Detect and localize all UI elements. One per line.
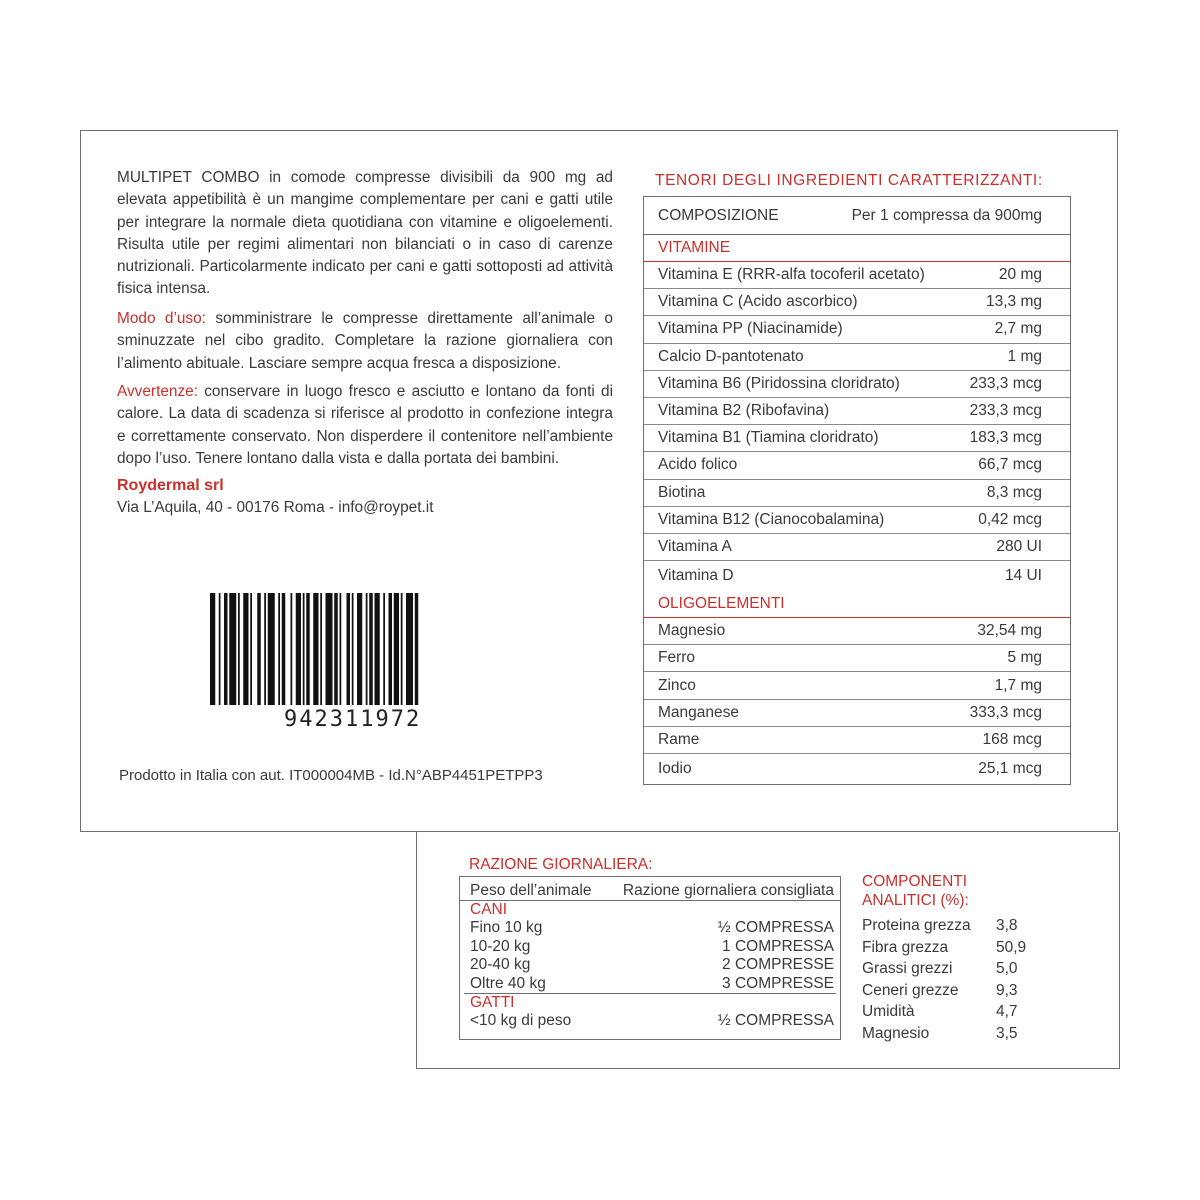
ingredient-value: 233,3 mcg bbox=[969, 374, 1042, 392]
vitamine-rows bbox=[644, 262, 1070, 591]
barcode-bar bbox=[334, 593, 338, 705]
vitamin-row bbox=[644, 425, 1070, 452]
barcode-bar bbox=[291, 593, 293, 705]
dog-dose-row bbox=[460, 956, 840, 975]
barcode-bar bbox=[340, 593, 342, 705]
vitamin-row bbox=[644, 452, 1070, 479]
barcode-bar bbox=[264, 593, 266, 705]
componenti-title-line1: COMPONENTI bbox=[862, 873, 968, 890]
animal-weight: Oltre 40 kg bbox=[470, 974, 546, 992]
ingredient-name: Vitamina B2 (Ribofavina) bbox=[658, 402, 830, 420]
ingredient-name: Iodio bbox=[658, 760, 692, 777]
vitamin-row bbox=[644, 507, 1070, 534]
vitamin-row bbox=[644, 480, 1070, 507]
ingredients-head-right: Per 1 compressa da 900mg bbox=[851, 206, 1042, 224]
barcode-number: 942311972 bbox=[284, 707, 422, 732]
ingredients-head-left: COMPOSIZIONE bbox=[658, 206, 779, 224]
component-name: Proteina grezza bbox=[862, 917, 971, 934]
daily-dose: 2 COMPRESSE bbox=[722, 956, 834, 973]
vitamin-row bbox=[644, 398, 1070, 425]
barcode-graphic bbox=[210, 593, 436, 705]
analytic-component-row bbox=[862, 980, 1026, 1002]
barcode-bar bbox=[406, 593, 413, 705]
component-value: 3,5 bbox=[996, 1024, 1018, 1042]
vitamin-row bbox=[644, 371, 1070, 398]
animal-weight: Fino 10 kg bbox=[470, 919, 543, 936]
component-value: 4,7 bbox=[996, 1003, 1018, 1021]
component-name: Fibra grezza bbox=[862, 938, 949, 956]
ingredient-name: Vitamina E (RRR-alfa tocoferil acetato) bbox=[658, 266, 925, 284]
barcode-bar bbox=[366, 593, 368, 705]
barcode-bar bbox=[357, 593, 362, 705]
ingredient-value: 168 mcg bbox=[982, 730, 1042, 748]
razione-table bbox=[459, 876, 841, 1040]
vitamin-row bbox=[644, 262, 1070, 289]
warning-label: Avvertenze: bbox=[117, 383, 198, 400]
animal-weight: 20-40 kg bbox=[470, 956, 531, 973]
barcode-bar bbox=[210, 593, 215, 705]
ingredient-name: Magnesio bbox=[658, 622, 726, 640]
daily-dose: 1 COMPRESSA bbox=[722, 937, 834, 955]
ingredient-name: Vitamina C (Acido ascorbico) bbox=[658, 293, 858, 311]
razione-header bbox=[460, 877, 840, 901]
barcode-bar bbox=[219, 593, 221, 705]
ingredient-value: 2,7 mg bbox=[994, 320, 1042, 338]
barcode-bar bbox=[243, 593, 248, 705]
made-in-italy-note: Prodotto in Italia con aut. IT000004MB - Id.N°ABP4451PETPP3 bbox=[119, 767, 543, 784]
oligoelement-row bbox=[644, 618, 1070, 645]
barcode-bar bbox=[224, 593, 228, 705]
barcode-bar bbox=[238, 593, 240, 705]
vitamin-row bbox=[644, 316, 1070, 343]
component-value: 5,0 bbox=[996, 960, 1018, 978]
ingredient-value: 66,7 mcg bbox=[978, 456, 1042, 474]
vitamin-row bbox=[644, 534, 1070, 561]
ingredient-name: Calcio D-pantotenato bbox=[658, 347, 804, 365]
razione-cani-rows bbox=[460, 919, 840, 993]
barcode-bar bbox=[282, 593, 286, 705]
ingredients-header bbox=[644, 197, 1070, 235]
dog-dose-row bbox=[460, 919, 840, 938]
ingredient-name: Vitamina B1 (Tiamina cloridrato) bbox=[658, 429, 879, 447]
component-name: Umidità bbox=[862, 1003, 915, 1021]
componenti-title-line2: ANALITICI (%): bbox=[862, 892, 969, 909]
warning-text: conservare in luogo fresco e asciutto e lontano da fonti di calore. La data di scadenza si riferisce al prodotto in confezione integra e correttamente conservato. Non disperdere il contenitore nell’ambiente dopo l’uso. Tenere lontano dalla vista e dalla portata dei bambini. bbox=[117, 383, 613, 467]
barcode-bar bbox=[257, 593, 261, 705]
animal-weight: 10-20 kg bbox=[470, 937, 531, 955]
ingredient-name: Biotina bbox=[658, 483, 706, 501]
analytic-component-row bbox=[862, 958, 1026, 980]
barcode-bar bbox=[352, 593, 354, 705]
ingredient-name: Vitamina A bbox=[658, 537, 732, 555]
ingredient-name: Vitamina D bbox=[658, 567, 734, 585]
barcode-bar bbox=[296, 593, 301, 705]
ingredient-name: Vitamina B6 (Piridossina cloridrato) bbox=[658, 374, 900, 392]
usage-label: Modo d’uso: bbox=[117, 310, 206, 327]
vitamin-row bbox=[644, 344, 1070, 371]
barcode-bar bbox=[369, 593, 373, 705]
barcode-bar bbox=[394, 593, 399, 705]
barcode-bar bbox=[306, 593, 310, 705]
ingredient-value: 280 UI bbox=[996, 537, 1042, 555]
barcode-bar bbox=[401, 593, 403, 705]
ingredient-name: Ferro bbox=[658, 649, 696, 667]
brand-name: Roydermal srl bbox=[117, 477, 224, 494]
oligoelement-row bbox=[644, 727, 1070, 754]
component-value: 50,9 bbox=[996, 938, 1027, 956]
barcode-bar bbox=[229, 593, 236, 705]
ingredient-name: Manganese bbox=[658, 703, 740, 721]
ingredient-value: 13,3 mg bbox=[985, 293, 1042, 311]
barcode-bar bbox=[383, 593, 385, 705]
ingredient-value: 32,54 mg bbox=[977, 622, 1042, 640]
oligoelement-row bbox=[644, 645, 1070, 672]
barcode-bar bbox=[250, 593, 252, 705]
razione-cani-label: CANI bbox=[470, 901, 508, 918]
razione-gatti-rows bbox=[460, 1012, 840, 1031]
usage-text: somministrare le compresse direttamente all’animale o sminuzzate nel cibo gradito. Completare la razione giornaliera con l’alimento abituale. Lasciare sempre acqua fresca a disposizione. bbox=[117, 310, 613, 372]
oligoelement-row bbox=[644, 754, 1070, 784]
ingredient-value: 5 mg bbox=[1007, 649, 1042, 667]
barcode-bar bbox=[320, 593, 322, 705]
daily-dose: 3 COMPRESSE bbox=[722, 974, 834, 992]
warning-paragraph bbox=[117, 381, 613, 470]
daily-dose: ½ COMPRESSA bbox=[717, 919, 834, 936]
animal-weight: <10 kg di peso bbox=[470, 1012, 572, 1029]
usage-paragraph bbox=[117, 308, 613, 375]
barcode-bar bbox=[347, 593, 351, 705]
ingredient-name: Vitamina PP (Niacinamide) bbox=[658, 320, 843, 338]
ingredient-name: Rame bbox=[658, 730, 700, 748]
vitamin-row bbox=[644, 289, 1070, 316]
dog-dose-row bbox=[460, 938, 840, 957]
barcode-bar bbox=[389, 593, 393, 705]
barcode-bar bbox=[415, 593, 419, 705]
ingredient-value: 0,42 mcg bbox=[978, 510, 1042, 528]
analytic-component-row bbox=[862, 915, 1026, 937]
oligoelement-row bbox=[644, 672, 1070, 699]
ingredients-title: TENORI DEGLI INGREDIENTI CARATTERIZZANTI: bbox=[655, 172, 1043, 189]
brand-address: Via L’Aquila, 40 - 00176 Roma - info@roypet.it bbox=[117, 499, 434, 516]
ingredient-value: 183,3 mcg bbox=[969, 429, 1042, 447]
ingredients-table bbox=[643, 196, 1071, 785]
ingredient-value: 1,7 mg bbox=[994, 676, 1042, 694]
component-name: Ceneri grezze bbox=[862, 981, 959, 999]
razione-head-left: Peso dell’animale bbox=[470, 882, 592, 899]
component-value: 3,8 bbox=[996, 917, 1018, 934]
barcode-bar bbox=[313, 593, 318, 705]
ingredient-value: 14 UI bbox=[1004, 567, 1042, 585]
barcode-bar bbox=[375, 593, 380, 705]
ingredient-value: 8,3 mcg bbox=[986, 483, 1042, 501]
component-name: Grassi grezzi bbox=[862, 960, 953, 978]
product-intro: MULTIPET COMBO in comode compresse divisibili da 900 mg ad elevata appetibilità è un mangime complementare per cani e gatti utile per integrare la normale dieta quotidiana con vitamine e oligoelementi. Risulta utile per regimi alimentari non bilanciati o in caso di carenze nutrizionali. Particolarmente indicato per cani e gatti sottoposti ad attività fisica intensa. bbox=[117, 169, 613, 298]
vitamin-row bbox=[644, 561, 1070, 591]
razione-gatti-label: GATTI bbox=[470, 994, 515, 1011]
componenti-list bbox=[862, 915, 1026, 1045]
componenti-title bbox=[862, 872, 969, 910]
razione-title: RAZIONE GIORNALIERA: bbox=[469, 856, 653, 873]
barcode-bar bbox=[268, 593, 275, 705]
section-vitamine: VITAMINE bbox=[644, 235, 1070, 262]
ingredient-value: 25,1 mcg bbox=[978, 760, 1042, 777]
razione-head-right: Razione giornaliera consigliata bbox=[622, 882, 834, 899]
component-name: Magnesio bbox=[862, 1024, 930, 1042]
analytic-component-row bbox=[862, 937, 1026, 959]
barcode-bar bbox=[326, 593, 333, 705]
ingredient-value: 333,3 mcg bbox=[969, 703, 1042, 721]
ingredient-name: Acido folico bbox=[658, 456, 738, 474]
oligoelementi-rows bbox=[644, 618, 1070, 784]
analytic-component-row bbox=[862, 1001, 1026, 1023]
analytic-component-row bbox=[862, 1023, 1026, 1045]
cat-dose-row bbox=[460, 1012, 840, 1031]
ingredient-name: Vitamina B12 (Cianocobalamina) bbox=[658, 510, 885, 528]
ingredient-value: 20 mg bbox=[998, 266, 1042, 284]
oligoelement-row bbox=[644, 700, 1070, 727]
component-value: 9,3 bbox=[996, 981, 1018, 999]
barcode-bar bbox=[278, 593, 280, 705]
ingredient-name: Zinco bbox=[658, 676, 696, 694]
ingredient-value: 233,3 mcg bbox=[969, 402, 1042, 420]
ingredient-value: 1 mg bbox=[1007, 347, 1042, 365]
daily-dose: ½ COMPRESSA bbox=[717, 1012, 834, 1029]
dog-dose-row bbox=[460, 975, 840, 994]
section-oligoelementi: OLIGOELEMENTI bbox=[644, 591, 1070, 618]
barcode-bar bbox=[303, 593, 305, 705]
